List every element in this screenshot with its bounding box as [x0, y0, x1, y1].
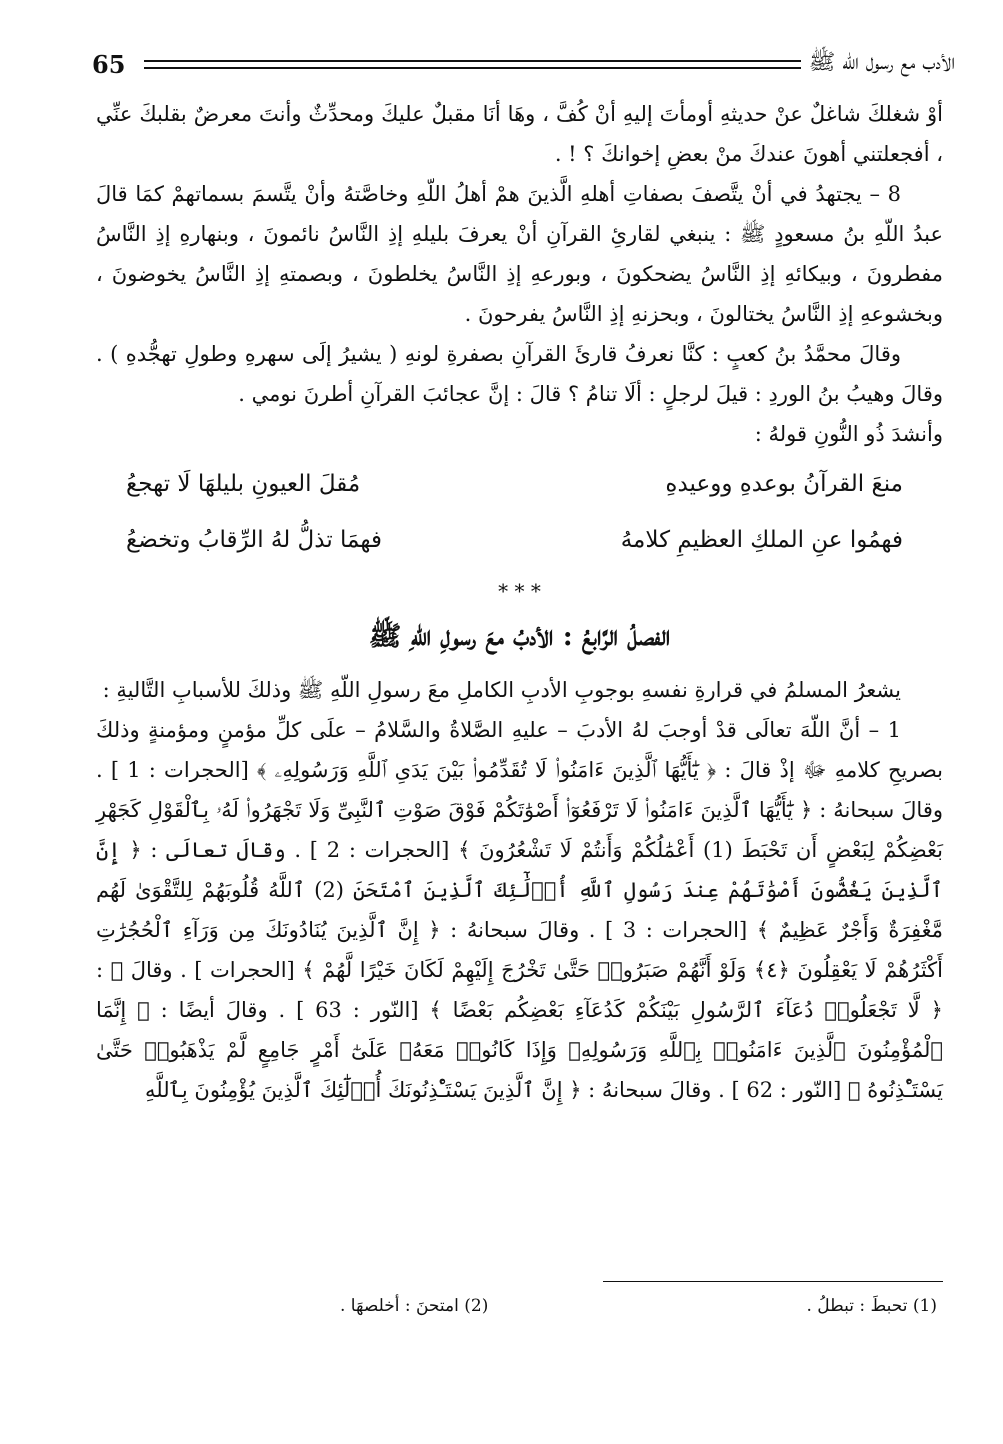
- paragraph: يشعرُ المسلمُ في قرارةِ نفسهِ بوجوبِ الأدبِ الكاملِ معَ رسولِ اللّهِ ﷺ وذلكَ للأسبابِ التَّاليةِ :: [102, 678, 901, 702]
- running-title: الأدب مع رسول الله ﷺ: [808, 50, 955, 75]
- page-body: [96, 94, 943, 1110]
- chapter-title: الفصلُ الرَّابعُ : الأدبُ معَ رسولِ اللّهِ ﷺ: [368, 621, 671, 652]
- poem: [96, 454, 943, 566]
- footnotes: [340, 1296, 937, 1316]
- paragraph: 8 – يجتهدُ في أنْ يتَّصفَ بصفاتِ أهلهِ الَّذينَ همْ أهلُ اللّهِ وخاصَّتهُ وأنْ يتَّسمَ بسماتهمْ كمَا قالَ عبدُ اللّهِ بنُ مسعودٍ ﷺ : ينبغي لقارئِ القرآنِ أنْ يعرفَ بليلهِ إذِ النَّاسُ نائمونَ ، وبنهارهِ إذِ النَّاسُ مفطرونَ ، وبيكائهِ إذِ النَّاسُ يضحكونَ ، وبورعهِ إذِ النَّاسُ يخلطونَ ، وبصمتهِ إذِ النَّاسُ يخوضونَ ، وبخشوعهِ إذِ النَّاسُ يختالونَ ، وبحزنهِ إذِ النَّاسُ يفرحونَ .: [96, 182, 943, 326]
- page-header: [92, 46, 955, 82]
- verse-hemistich-left: مُقلَ العيونِ بليلهَا لَا تهجعُ: [126, 471, 361, 497]
- paragraph: وقالَ محمَّدُ بنُ كعبٍ : كنَّا نعرفُ قارئَ القرآنِ بصفرةِ لونهِ ( يشيرُ إلَى سهرهِ وطولِ تهجُّدهِ ) . وقالَ وهيبُ بنُ الوردِ : قيلَ لرجلٍ : ألَا تنامُ ؟ قالَ : إنَّ عجائبَ القرآنِ أطرنَ نومي .: [96, 342, 943, 406]
- footnote: (1) تحبطَ : تبطلُ .: [806, 1296, 937, 1316]
- paragraph: أوْ شغلكَ شاغلٌ عنْ حديثهِ أومأتَ إليهِ أنْ كُفَّ ، وهَا أنَا مقبلٌ عليكَ ومحدِّثٌ وأنتَ معرضٌ بقلبكَ عنِّي ، أفجعلتني أهونَ عندكَ منْ بعضِ إخوانكَ ؟ ! .: [96, 102, 943, 166]
- verse-line: [96, 454, 943, 510]
- verse-hemistich-right: منعَ القرآنُ بوعدهِ ووعيدهِ: [665, 471, 903, 497]
- footnote: (2) امتحنَ : أخلصهَا .: [340, 1296, 489, 1316]
- section-separator: * * *: [498, 579, 541, 603]
- paragraph: 1 – أنَّ اللّهَ تعالَى قدْ أوجبَ لهُ الأدبَ – عليهِ الصَّلاةُ والسَّلامُ – علَى كلِّ مؤمنٍ ومؤمنةٍ وذلكَ بصريحِ كلامهِ ﷻ إذْ قالَ : ﴿ يَٰٓأَيُّهَا ٱلَّذِينَ ءَامَنُوا۟ لَا تُقَدِّمُوا۟ بَيْنَ يَدَىِ ٱللَّهِ وَرَسُولِهِۦ ﴾ [الحجرات : 1 ] . وقالَ سبحانهُ : ﴿ يَٰٓأَيُّهَا ٱلَّذِينَ ءَامَنُوا۟ لَا تَرْفَعُوٓا۟ أَصْوَٰتَكُمْ فَوْقَ صَوْتِ ٱلنَّبِىِّ وَلَا تَجْهَرُوا۟ لَهُۥ بِٱلْقَوْلِ كَجَهْرِ بَعْضِكُمْ لِبَعْضٍ أَن تَحْبَطَ (1) أَعْمَٰلُكُمْ وَأَنتُمْ لَا تَشْعُرُونَ ﴾ [الحجرات : 2 ] . وقالَ تعالَى : ﴿ إِنَّ ٱلَّذِينَ يَغُضُّونَ أَصْوَٰتَهُمْ عِندَ رَسُولِ ٱللَّهِ أُو۟لَٰٓئِكَ ٱلَّذِينَ ٱمْتَحَنَ (2) ٱللَّهُ قُلُوبَهُمْ لِلتَّقْوَىٰ لَهُم مَّغْفِرَةٌ وَأَجْرٌ عَظِيمٌ ﴾ [الحجرات : 3 ] . وقالَ سبحانهُ : ﴿ إِنَّ ٱلَّذِينَ يُنَادُونَكَ مِن وَرَآءِ ٱلْحُجُرَٰتِ أَكْثَرُهُمْ لَا يَعْقِلُونَ ﴿٤﴾ وَلَوْ أَنَّهُمْ صَبَرُوا۟ حَتَّىٰ تَخْرُجَ إِلَيْهِمْ لَكَانَ خَيْرًا لَّهُمْ ﴾ [الحجرات ] . وقالَ ﷻ : ﴿ لَّا تَجْعَلُوا۟ دُعَآءَ ٱلرَّسُولِ بَيْنَكُمْ كَدُعَآءِ بَعْضِكُم بَعْضًا ﴾ [النّور : 63 ] . وقالَ أيضًا : ﴿ إِنَّمَا ٱلْمُؤْمِنُونَ ٱلَّذِينَ ءَامَنُوا۟ بِٱللَّهِ وَرَسُولِهِۦ وَإِذَا كَانُوا۟ مَعَهُۥ عَلَىٰٓ أَمْرٍ جَامِعٍ لَّمْ يَذْهَبُوا۟ حَتَّىٰ يَسْتَـْٔذِنُوهُ ﴾ [النّور : 62 ] . وقالَ سبحانهُ : ﴿ إِنَّ ٱلَّذِينَ يَسْتَـْٔذِنُونَكَ أُو۟لَٰٓئِكَ ٱلَّذِينَ يُؤْمِنُونَ بِٱللَّهِ: [96, 718, 944, 1102]
- verse-hemistich-left: فهمَا تذلُّ لهُ الرِّقابُ وتخضعُ: [126, 527, 382, 553]
- page-number: 65: [92, 49, 126, 79]
- verse-hemistich-right: فهمُوا عنِ الملكِ العظيمِ كلامهُ: [620, 527, 903, 553]
- verse-line: [96, 510, 943, 566]
- paragraph: وأنشدَ ذُو النُّونِ قولهُ :: [754, 422, 943, 446]
- header-rule: [144, 60, 801, 69]
- footnote-rule: [603, 1281, 943, 1282]
